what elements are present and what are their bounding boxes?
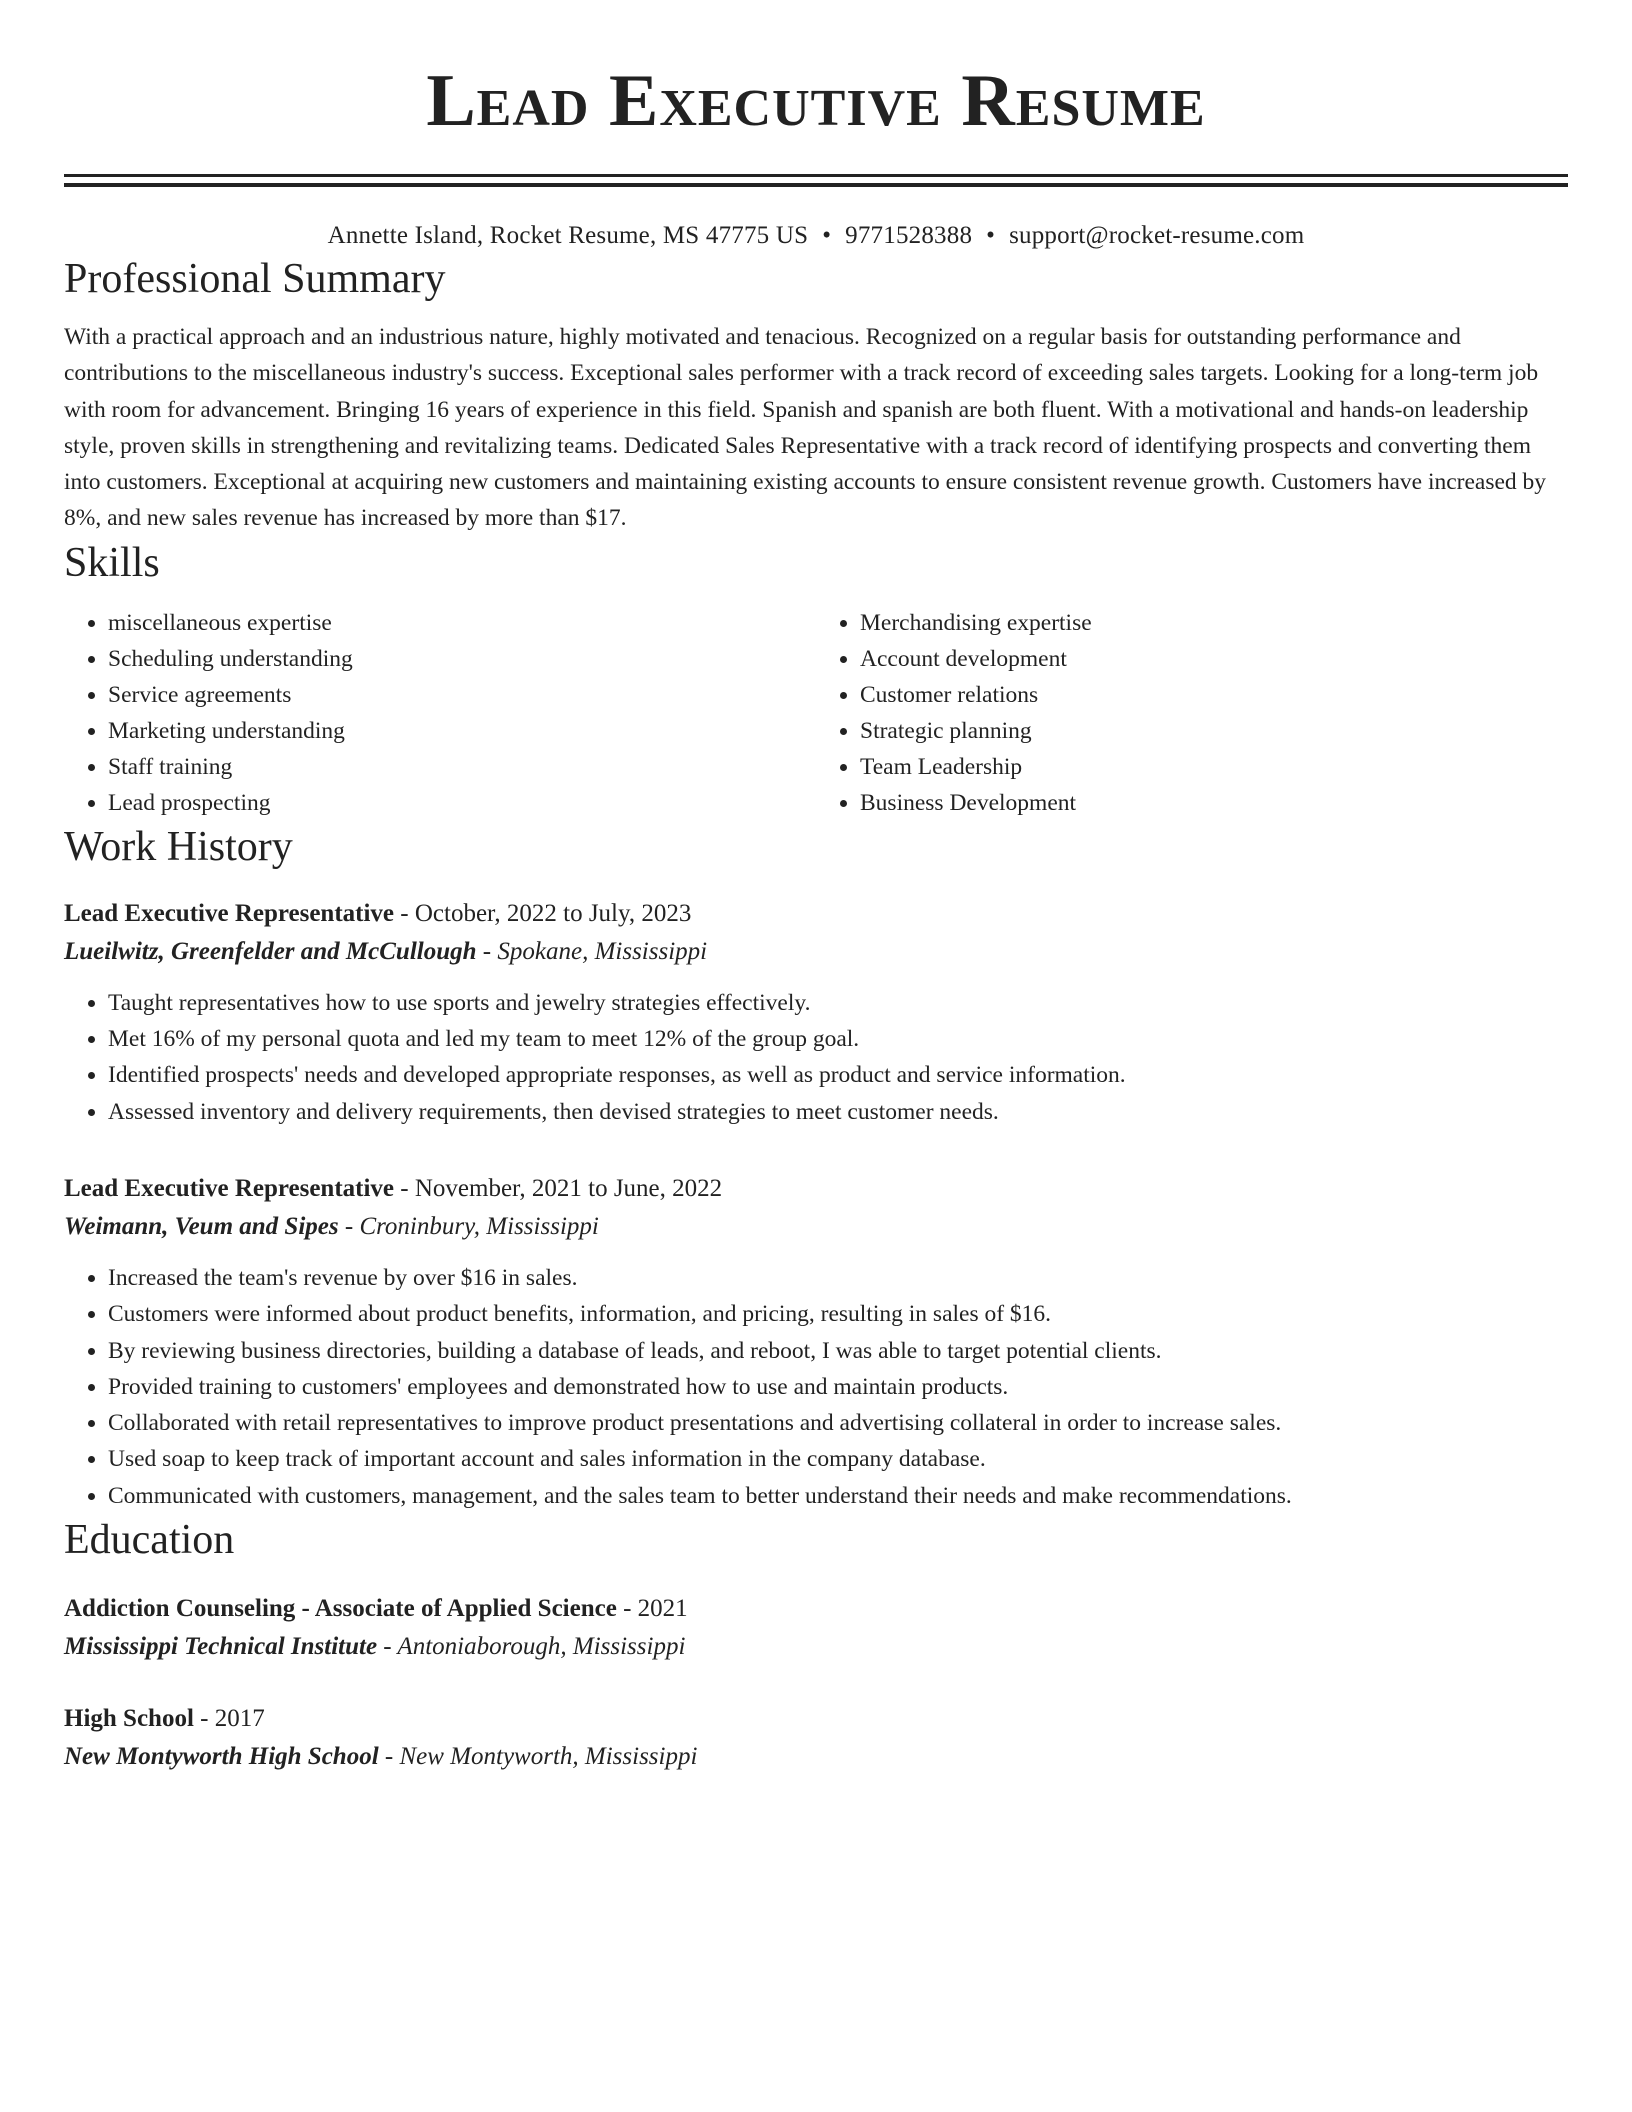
job-entry: [64, 895, 1568, 1130]
job-title: Lead Executive Representative: [64, 899, 395, 927]
employer-location: Croninbury, Mississippi: [359, 1212, 599, 1240]
duty-item: • Increased the team's revenue by over $16 in sales.: [108, 1260, 1568, 1296]
duty-item: • Used soap to keep track of important account and sales information in the company database.: [108, 1441, 1568, 1477]
contact-phone: 9771528388: [845, 222, 973, 249]
skill-item: • Team Leadership: [860, 749, 1568, 785]
school-line: New Montyworth High School - New Montyworth, Mississippi: [64, 1743, 698, 1771]
skill-item: • Service agreements: [108, 677, 816, 713]
degree-name: Addiction Counseling - Associate of Applied Science: [64, 1595, 617, 1623]
duty-item: • Communicated with customers, management, and the sales team to better understand their needs and make recommendations.: [108, 1478, 1568, 1514]
resume-title: Lead Executive Resume: [426, 60, 1206, 142]
skill-item: • Strategic planning: [860, 713, 1568, 749]
skill-item: • Customer relations: [860, 677, 1568, 713]
contact-info: [64, 219, 1568, 253]
skills-heading: Skills: [64, 539, 160, 586]
job-title-line: Lead Executive Representative - November, 2021 to June, 2022: [64, 1174, 723, 1202]
skills-column-right: [816, 605, 1568, 821]
skill-item: • Staff training: [108, 749, 816, 785]
duty-item: • Taught representatives how to use sports and jewelry strategies effectively.: [108, 985, 1568, 1021]
school-location: New Montyworth, Mississippi: [399, 1743, 698, 1771]
graduation-year: 2021: [637, 1595, 688, 1623]
job-title: Lead Executive Representative: [64, 1174, 395, 1202]
degree-name: High School: [64, 1705, 194, 1733]
duty-item: • By reviewing business directories, building a database of leads, and reboot, I was able to target potential clients.: [108, 1333, 1568, 1369]
school-location: Antoniaborough, Mississippi: [397, 1633, 686, 1661]
skills-column-left: [64, 605, 816, 821]
contact-email: support@rocket-resume.com: [1009, 222, 1305, 249]
job-duties: [64, 985, 1568, 1130]
employer-name: Weimann, Veum and Sipes: [64, 1212, 339, 1240]
school-line: Mississippi Technical Institute - Antoniaborough, Mississippi: [64, 1633, 686, 1661]
skill-item: • Scheduling understanding: [108, 641, 816, 677]
skill-item: • miscellaneous expertise: [108, 605, 816, 641]
title-divider-top: [64, 174, 1568, 177]
skill-item: • Business Development: [860, 785, 1568, 821]
duty-item: • Identified prospects' needs and developed appropriate responses, as well as product and service information.: [108, 1057, 1568, 1093]
title-divider-bottom: [64, 183, 1568, 187]
duty-item: • Customers were informed about product benefits, information, and pricing, resulting in sales of $16.: [108, 1296, 1568, 1332]
job-duties: [64, 1260, 1568, 1514]
contact-separator: •: [822, 222, 832, 249]
summary-heading: Professional Summary: [64, 256, 446, 302]
employer-location: Spokane, Mississippi: [497, 937, 708, 965]
graduation-year: 2017: [214, 1705, 265, 1733]
education-heading: Education: [64, 1517, 235, 1564]
education-entry: [64, 1590, 1568, 1666]
skill-item: • Merchandising expertise: [860, 605, 1568, 641]
duty-item: • Collaborated with retail representatives to improve product presentations and advertising collateral in order to increase sales.: [108, 1405, 1568, 1441]
skill-item: • Marketing understanding: [108, 713, 816, 749]
job-dates: November, 2021 to June, 2022: [414, 1174, 723, 1202]
duty-item: • Met 16% of my personal quota and led my team to meet 12% of the group goal.: [108, 1021, 1568, 1057]
duty-item: • Provided training to customers' employees and demonstrated how to use and maintain products.: [108, 1369, 1568, 1405]
degree-line: Addiction Counseling - Associate of Applied Science - 2021: [64, 1595, 688, 1623]
work-history-heading: Work History: [64, 823, 293, 870]
job-entry: [64, 1170, 1568, 1514]
education-entry: [64, 1700, 1568, 1776]
job-title-line: Lead Executive Representative - October, 2022 to July, 2023: [64, 899, 692, 927]
contact-address: Annette Island, Rocket Resume, MS 47775 US: [327, 222, 809, 249]
summary-text: With a practical approach and an industrious nature, highly motivated and tenacious. Recognized on a regular basis for outstanding performance and contributions to the miscellaneous industry's success. Exceptional sales performer with a track record of exceeding sales targets. Looking for a long-term job with room for advancement. Bringing 16 years of experience in this field. Spanish and spanish are both fluent. With a motivational and hands-on leadership style, proven skills in strengthening and revitalizing teams. Dedicated Sales Representative with a track record of identifying prospects and converting them into customers. Exceptional at acquiring new customers and maintaining existing accounts to ensure consistent revenue growth. Customers have increased by 8%, and new sales revenue has increased by more than $17.: [64, 324, 1547, 532]
employer-name: Lueilwitz, Greenfelder and McCullough: [64, 937, 477, 965]
degree-line: High School - 2017: [64, 1705, 265, 1733]
job-dates: October, 2022 to July, 2023: [414, 899, 692, 927]
duty-item: • Assessed inventory and delivery requirements, then devised strategies to meet customer needs.: [108, 1094, 1568, 1130]
school-name: Mississippi Technical Institute: [64, 1633, 378, 1661]
skill-item: • Lead prospecting: [108, 785, 816, 821]
contact-separator: •: [986, 222, 996, 249]
employer-line: Weimann, Veum and Sipes - Croninbury, Mississippi: [64, 1212, 599, 1240]
skill-item: • Account development: [860, 641, 1568, 677]
skills-list: [64, 605, 1568, 821]
school-name: New Montyworth High School: [64, 1743, 379, 1771]
employer-line: Lueilwitz, Greenfelder and McCullough - Spokane, Mississippi: [64, 937, 708, 965]
